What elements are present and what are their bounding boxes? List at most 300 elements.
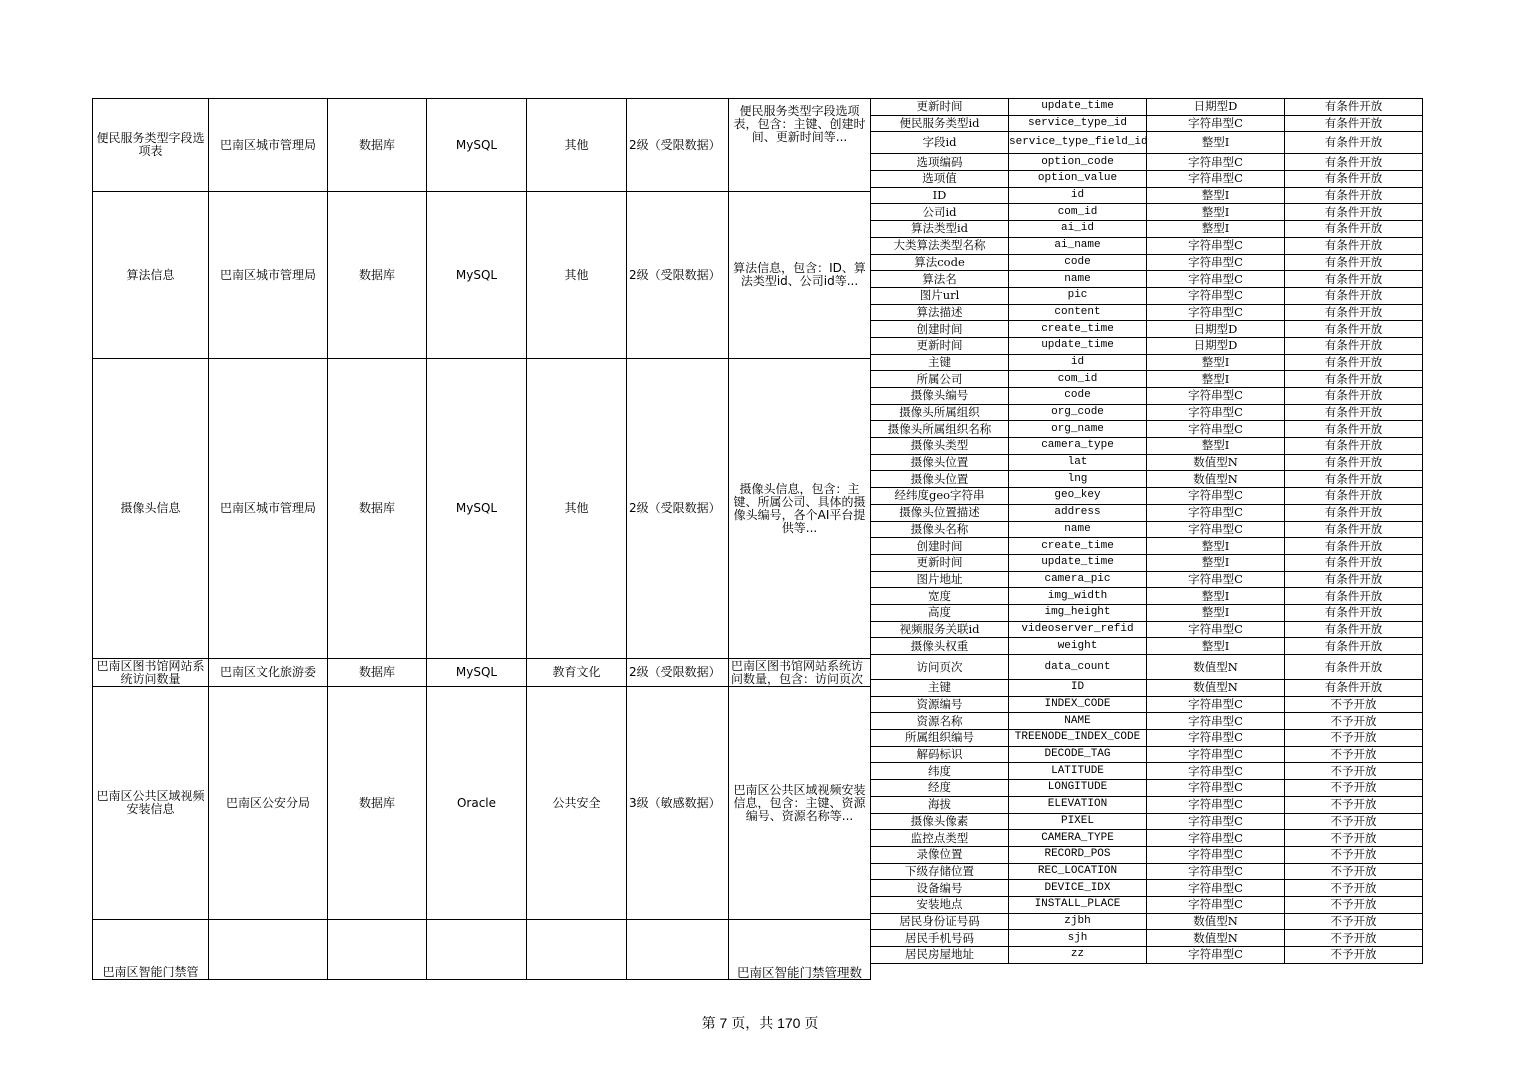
field-code: img_width [1009, 588, 1147, 605]
field-label: 所属组织编号 [871, 730, 1009, 747]
field-open-status: 有条件开放 [1285, 471, 1423, 488]
field-code: address [1009, 504, 1147, 521]
field-label: 安装地点 [871, 896, 1009, 913]
field-row [871, 99, 1423, 116]
field-label: 摄像头名称 [871, 521, 1009, 538]
field-open-status: 不予开放 [1285, 830, 1423, 847]
field-datatype: 字符串型C [1147, 271, 1285, 288]
field-open-status: 有条件开放 [1285, 304, 1423, 321]
field-row [871, 846, 1423, 863]
field-datatype: 字符串型C [1147, 115, 1285, 132]
table-row [93, 359, 871, 659]
resource-type: 数据库 [328, 192, 427, 359]
field-table [870, 98, 1423, 964]
field-label: 更新时间 [871, 554, 1009, 571]
field-row [871, 304, 1423, 321]
database-type [427, 920, 527, 980]
resource-type [328, 920, 427, 980]
resource-type: 数据库 [328, 99, 427, 192]
field-datatype: 字符串型C [1147, 254, 1285, 271]
field-row [871, 254, 1423, 271]
category [527, 920, 627, 980]
department: 巴南区城市管理局 [209, 99, 328, 192]
category: 其他 [527, 192, 627, 359]
department [209, 920, 328, 980]
field-row [871, 780, 1423, 797]
field-label: 算法描述 [871, 304, 1009, 321]
page-footer: 第 7 页，共 170 页 [701, 1015, 819, 1031]
field-datatype: 字符串型C [1147, 730, 1285, 747]
field-code: option_code [1009, 154, 1147, 171]
field-row [871, 538, 1423, 555]
field-row [871, 287, 1423, 304]
field-label: 解码标识 [871, 746, 1009, 763]
field-datatype: 字符串型C [1147, 796, 1285, 813]
field-label: 便民服务类型id [871, 115, 1009, 132]
resource-name: 巴南区智能门禁管 [93, 920, 209, 980]
database-type: MySQL [427, 99, 527, 192]
field-open-status: 有条件开放 [1285, 680, 1423, 697]
field-code: update_time [1009, 554, 1147, 571]
field-open-status: 不予开放 [1285, 763, 1423, 780]
field-open-status: 不予开放 [1285, 863, 1423, 880]
field-open-status: 有条件开放 [1285, 404, 1423, 421]
field-code: INDEX_CODE [1009, 696, 1147, 713]
field-code: camera_type [1009, 438, 1147, 455]
field-code: videoserver_refid [1009, 621, 1147, 638]
category: 教育文化 [527, 659, 627, 687]
field-datatype: 字符串型C [1147, 237, 1285, 254]
field-row [871, 132, 1423, 154]
catalog-sheet [92, 98, 1422, 980]
field-open-status: 有条件开放 [1285, 254, 1423, 271]
field-datatype: 字符串型C [1147, 504, 1285, 521]
field-label: 居民手机号码 [871, 930, 1009, 947]
field-datatype: 整型I [1147, 538, 1285, 555]
field-open-status: 有条件开放 [1285, 99, 1423, 116]
field-datatype: 字符串型C [1147, 621, 1285, 638]
field-open-status: 有条件开放 [1285, 554, 1423, 571]
field-open-status: 有条件开放 [1285, 221, 1423, 238]
field-datatype: 整型I [1147, 187, 1285, 204]
field-datatype: 数值型N [1147, 680, 1285, 697]
field-datatype: 字符串型C [1147, 880, 1285, 897]
field-row [871, 588, 1423, 605]
field-datatype: 字符串型C [1147, 171, 1285, 188]
field-row [871, 371, 1423, 388]
field-row [871, 638, 1423, 655]
field-code: geo_key [1009, 488, 1147, 505]
field-code: ai_name [1009, 237, 1147, 254]
field-open-status: 有条件开放 [1285, 655, 1423, 680]
field-label: 摄像头编号 [871, 388, 1009, 405]
field-code: option_value [1009, 171, 1147, 188]
field-open-status: 不予开放 [1285, 947, 1423, 964]
field-code: lat [1009, 454, 1147, 471]
field-datatype: 字符串型C [1147, 488, 1285, 505]
field-code: TREENODE_INDEX_CODE [1009, 730, 1147, 747]
field-datatype: 字符串型C [1147, 813, 1285, 830]
field-label: 设备编号 [871, 880, 1009, 897]
field-open-status: 有条件开放 [1285, 171, 1423, 188]
resource-name: 巴南区图书馆网站系统访问数量 [93, 659, 209, 687]
field-row [871, 187, 1423, 204]
field-label: 更新时间 [871, 337, 1009, 354]
field-datatype: 字符串型C [1147, 713, 1285, 730]
field-label: 摄像头位置 [871, 454, 1009, 471]
field-row [871, 621, 1423, 638]
field-datatype: 整型I [1147, 204, 1285, 221]
field-label: 选项编码 [871, 154, 1009, 171]
field-row [871, 571, 1423, 588]
field-row [871, 913, 1423, 930]
field-code: ai_id [1009, 221, 1147, 238]
field-row [871, 713, 1423, 730]
field-row [871, 237, 1423, 254]
field-open-status: 有条件开放 [1285, 621, 1423, 638]
category: 公共安全 [527, 687, 627, 920]
field-open-status: 有条件开放 [1285, 538, 1423, 555]
field-datatype: 字符串型C [1147, 571, 1285, 588]
security-level: 2级（受限数据） [627, 359, 729, 659]
field-row [871, 154, 1423, 171]
table-row [93, 659, 871, 687]
security-level: 2级（受限数据） [627, 99, 729, 192]
description: 算法信息，包含：ID、算法类型id、公司id等... [729, 192, 871, 359]
field-open-status: 不予开放 [1285, 780, 1423, 797]
resource-type: 数据库 [328, 659, 427, 687]
field-datatype: 整型I [1147, 221, 1285, 238]
field-datatype: 日期型D [1147, 337, 1285, 354]
field-code: name [1009, 521, 1147, 538]
field-label: 高度 [871, 604, 1009, 621]
field-datatype: 字符串型C [1147, 830, 1285, 847]
field-row [871, 271, 1423, 288]
field-code: service_type_field_id [1009, 132, 1147, 154]
field-row [871, 947, 1423, 964]
department: 巴南区城市管理局 [209, 192, 328, 359]
field-datatype: 数值型N [1147, 913, 1285, 930]
field-open-status: 有条件开放 [1285, 604, 1423, 621]
field-label: 摄像头位置描述 [871, 504, 1009, 521]
field-open-status: 有条件开放 [1285, 337, 1423, 354]
field-datatype: 字符串型C [1147, 780, 1285, 797]
field-code: pic [1009, 287, 1147, 304]
field-label: 选项值 [871, 171, 1009, 188]
field-label: 算法类型id [871, 221, 1009, 238]
field-datatype: 日期型D [1147, 321, 1285, 338]
field-open-status: 不予开放 [1285, 813, 1423, 830]
database-type: MySQL [427, 192, 527, 359]
field-row [871, 863, 1423, 880]
field-open-status: 有条件开放 [1285, 638, 1423, 655]
table-row [93, 920, 871, 980]
field-datatype: 整型I [1147, 554, 1285, 571]
department: 巴南区公安分局 [209, 687, 328, 920]
field-open-status: 有条件开放 [1285, 237, 1423, 254]
field-open-status: 有条件开放 [1285, 354, 1423, 371]
field-datatype: 字符串型C [1147, 696, 1285, 713]
field-open-status: 有条件开放 [1285, 438, 1423, 455]
field-label: 摄像头像素 [871, 813, 1009, 830]
field-datatype: 字符串型C [1147, 746, 1285, 763]
field-open-status: 有条件开放 [1285, 154, 1423, 171]
field-datatype: 字符串型C [1147, 421, 1285, 438]
field-datatype: 字符串型C [1147, 154, 1285, 171]
field-label: 公司id [871, 204, 1009, 221]
field-row [871, 813, 1423, 830]
field-label: 创建时间 [871, 538, 1009, 555]
field-code: content [1009, 304, 1147, 321]
field-datatype: 数值型N [1147, 655, 1285, 680]
field-row [871, 763, 1423, 780]
database-type: MySQL [427, 359, 527, 659]
field-row [871, 830, 1423, 847]
field-open-status: 不予开放 [1285, 880, 1423, 897]
field-datatype: 字符串型C [1147, 947, 1285, 964]
field-row [871, 504, 1423, 521]
field-label: 图片地址 [871, 571, 1009, 588]
field-code: DECODE_TAG [1009, 746, 1147, 763]
field-label: 经度 [871, 780, 1009, 797]
field-datatype: 字符串型C [1147, 287, 1285, 304]
field-datatype: 整型I [1147, 438, 1285, 455]
field-row [871, 421, 1423, 438]
field-label: 海拔 [871, 796, 1009, 813]
field-open-status: 有条件开放 [1285, 187, 1423, 204]
field-code: zz [1009, 947, 1147, 964]
field-datatype: 字符串型C [1147, 304, 1285, 321]
field-row [871, 115, 1423, 132]
field-code: NAME [1009, 713, 1147, 730]
field-label: 资源编号 [871, 696, 1009, 713]
department: 巴南区城市管理局 [209, 359, 328, 659]
field-label: 摄像头类型 [871, 438, 1009, 455]
field-label: 访问页次 [871, 655, 1009, 680]
department: 巴南区文化旅游委 [209, 659, 328, 687]
field-code: camera_pic [1009, 571, 1147, 588]
field-code: code [1009, 388, 1147, 405]
description: 摄像头信息，包含：主键、所属公司、具体的摄像头编号，各个AI平台提供等... [729, 359, 871, 659]
field-label: 摄像头所属组织名称 [871, 421, 1009, 438]
field-row [871, 454, 1423, 471]
field-code: code [1009, 254, 1147, 271]
field-code: org_code [1009, 404, 1147, 421]
security-level: 2级（受限数据） [627, 192, 729, 359]
field-code: service_type_id [1009, 115, 1147, 132]
field-datatype: 字符串型C [1147, 846, 1285, 863]
field-row [871, 471, 1423, 488]
field-row [871, 680, 1423, 697]
database-type: MySQL [427, 659, 527, 687]
field-label: 经纬度geo字符串 [871, 488, 1009, 505]
field-row [871, 321, 1423, 338]
field-row [871, 171, 1423, 188]
field-open-status: 不予开放 [1285, 930, 1423, 947]
field-row [871, 746, 1423, 763]
resource-name: 便民服务类型字段选项表 [93, 99, 209, 192]
resource-type: 数据库 [328, 359, 427, 659]
field-code: RECORD_POS [1009, 846, 1147, 863]
resource-table [92, 98, 871, 980]
field-label: 算法名 [871, 271, 1009, 288]
field-code: id [1009, 354, 1147, 371]
field-row [871, 796, 1423, 813]
field-code: ID [1009, 680, 1147, 697]
security-level: 2级（受限数据） [627, 659, 729, 687]
field-label: 视频服务关联id [871, 621, 1009, 638]
field-code: ELEVATION [1009, 796, 1147, 813]
field-row [871, 730, 1423, 747]
field-code: com_id [1009, 371, 1147, 388]
field-label: ID [871, 187, 1009, 204]
field-code: update_time [1009, 99, 1147, 116]
field-label: 居民身份证号码 [871, 913, 1009, 930]
field-label: 摄像头位置 [871, 471, 1009, 488]
field-code: CAMERA_TYPE [1009, 830, 1147, 847]
field-open-status: 有条件开放 [1285, 115, 1423, 132]
field-code: update_time [1009, 337, 1147, 354]
field-datatype: 整型I [1147, 604, 1285, 621]
field-open-status: 有条件开放 [1285, 388, 1423, 405]
field-open-status: 不予开放 [1285, 796, 1423, 813]
field-code: zjbh [1009, 913, 1147, 930]
field-open-status: 有条件开放 [1285, 371, 1423, 388]
field-row [871, 604, 1423, 621]
field-open-status: 有条件开放 [1285, 132, 1423, 154]
field-code: lng [1009, 471, 1147, 488]
field-open-status: 有条件开放 [1285, 488, 1423, 505]
field-open-status: 不予开放 [1285, 713, 1423, 730]
field-open-status: 有条件开放 [1285, 421, 1423, 438]
field-label: 居民房屋地址 [871, 947, 1009, 964]
field-code: LONGITUDE [1009, 780, 1147, 797]
field-label: 资源名称 [871, 713, 1009, 730]
field-row [871, 221, 1423, 238]
field-row [871, 337, 1423, 354]
field-row [871, 554, 1423, 571]
field-label: 创建时间 [871, 321, 1009, 338]
field-datatype: 字符串型C [1147, 896, 1285, 913]
field-code: sjh [1009, 930, 1147, 947]
field-code: img_height [1009, 604, 1147, 621]
description: 巴南区公共区域视频安装信息，包含：主键、资源编号、资源名称等... [729, 687, 871, 920]
field-row [871, 388, 1423, 405]
field-code: REC_LOCATION [1009, 863, 1147, 880]
field-datatype: 字符串型C [1147, 863, 1285, 880]
field-code: create_time [1009, 321, 1147, 338]
field-code: org_name [1009, 421, 1147, 438]
field-datatype: 整型I [1147, 132, 1285, 154]
field-label: 摄像头权重 [871, 638, 1009, 655]
field-row [871, 438, 1423, 455]
category: 其他 [527, 359, 627, 659]
field-row [871, 896, 1423, 913]
field-datatype: 字符串型C [1147, 763, 1285, 780]
field-datatype: 字符串型C [1147, 388, 1285, 405]
field-open-status: 有条件开放 [1285, 588, 1423, 605]
field-open-status: 不予开放 [1285, 913, 1423, 930]
field-open-status: 不予开放 [1285, 746, 1423, 763]
field-label: 监控点类型 [871, 830, 1009, 847]
field-open-status: 有条件开放 [1285, 504, 1423, 521]
field-code: id [1009, 187, 1147, 204]
field-label: 摄像头所属组织 [871, 404, 1009, 421]
field-row [871, 655, 1423, 680]
description: 便民服务类型字段选项表，包含：主键、创建时间、更新时间等... [729, 99, 871, 192]
field-datatype: 整型I [1147, 354, 1285, 371]
field-open-status: 不予开放 [1285, 696, 1423, 713]
resource-name: 算法信息 [93, 192, 209, 359]
field-label: 图片url [871, 287, 1009, 304]
table-row [93, 687, 871, 920]
field-code: name [1009, 271, 1147, 288]
field-label: 字段id [871, 132, 1009, 154]
field-datatype: 数值型N [1147, 454, 1285, 471]
field-row [871, 204, 1423, 221]
resource-name: 摄像头信息 [93, 359, 209, 659]
field-row [871, 404, 1423, 421]
field-open-status: 不予开放 [1285, 896, 1423, 913]
field-open-status: 有条件开放 [1285, 271, 1423, 288]
field-open-status: 有条件开放 [1285, 454, 1423, 471]
field-datatype: 字符串型C [1147, 404, 1285, 421]
security-level [627, 920, 729, 980]
security-level: 3级（敏感数据） [627, 687, 729, 920]
field-row [871, 880, 1423, 897]
category: 其他 [527, 99, 627, 192]
field-code: create_time [1009, 538, 1147, 555]
field-datatype: 整型I [1147, 638, 1285, 655]
field-open-status: 不予开放 [1285, 846, 1423, 863]
field-row [871, 354, 1423, 371]
field-code: DEVICE_IDX [1009, 880, 1147, 897]
field-datatype: 字符串型C [1147, 521, 1285, 538]
field-row [871, 521, 1423, 538]
field-open-status: 有条件开放 [1285, 287, 1423, 304]
field-code: LATITUDE [1009, 763, 1147, 780]
description: 巴南区图书馆网站系统访问数量，包含：访问页次 [729, 659, 871, 687]
field-datatype: 数值型N [1147, 930, 1285, 947]
field-label: 主键 [871, 680, 1009, 697]
field-open-status: 有条件开放 [1285, 204, 1423, 221]
resource-name: 巴南区公共区域视频安装信息 [93, 687, 209, 920]
field-code: com_id [1009, 204, 1147, 221]
field-label: 纬度 [871, 763, 1009, 780]
field-label: 主键 [871, 354, 1009, 371]
field-code: data_count [1009, 655, 1147, 680]
field-datatype: 日期型D [1147, 99, 1285, 116]
field-label: 宽度 [871, 588, 1009, 605]
field-code: PIXEL [1009, 813, 1147, 830]
field-label: 录像位置 [871, 846, 1009, 863]
table-row [93, 192, 871, 359]
field-row [871, 930, 1423, 947]
field-datatype: 数值型N [1147, 471, 1285, 488]
field-datatype: 整型I [1147, 588, 1285, 605]
field-row [871, 696, 1423, 713]
table-row [93, 99, 871, 192]
resource-type: 数据库 [328, 687, 427, 920]
database-type: Oracle [427, 687, 527, 920]
field-open-status: 有条件开放 [1285, 321, 1423, 338]
field-label: 大类算法类型名称 [871, 237, 1009, 254]
field-label: 所属公司 [871, 371, 1009, 388]
field-open-status: 有条件开放 [1285, 571, 1423, 588]
field-open-status: 不予开放 [1285, 730, 1423, 747]
field-code: INSTALL_PLACE [1009, 896, 1147, 913]
field-label: 算法code [871, 254, 1009, 271]
